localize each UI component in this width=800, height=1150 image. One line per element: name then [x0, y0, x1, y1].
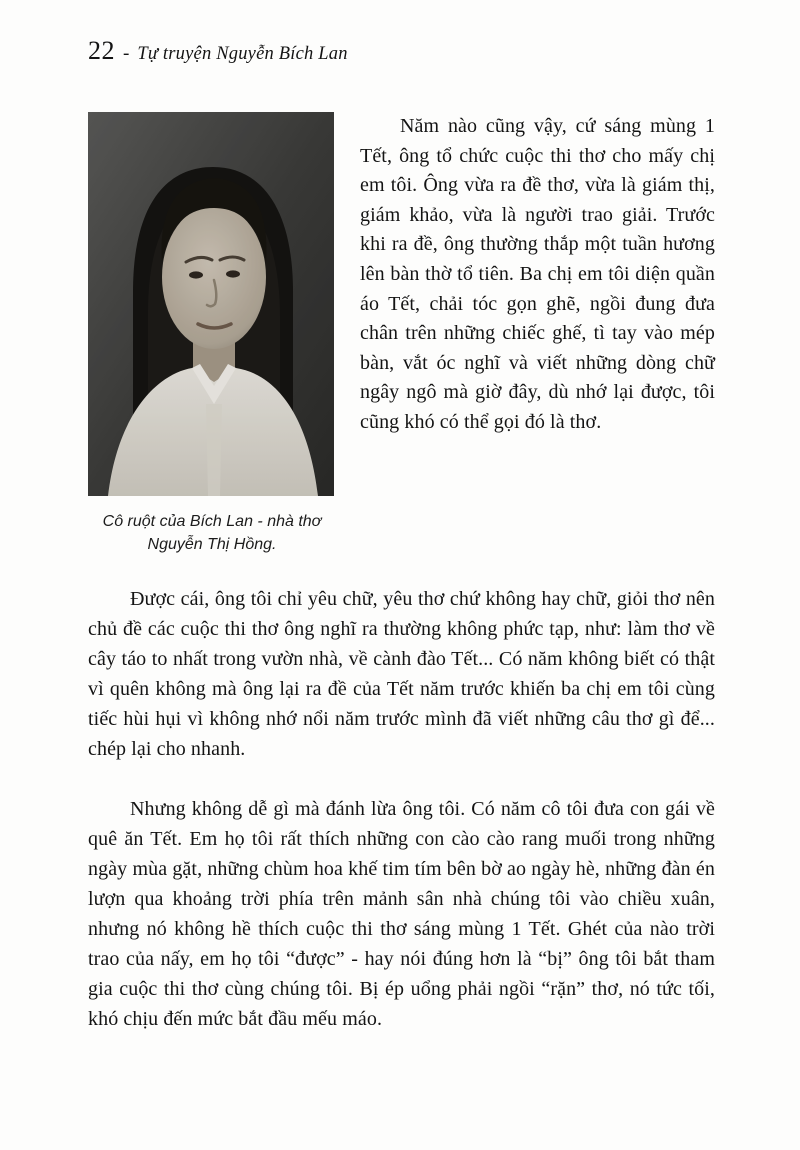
photo-column: [88, 112, 336, 556]
paragraph-1: Năm nào cũng vậy, cứ sáng mùng 1 Tết, ông tổ chức cuộc thi thơ cho mấy chị em tôi. Ông vừa ra đề thơ, vừa là giám thị, giám khảo, vừa là người trao giải. Trước khi ra đề, ông thường thắp một tuần hương lên bàn thờ tổ tiên. Ba chị em tôi diện quần áo Tết, chải tóc gọn ghẽ, ngồi đung đưa chân trên những chiếc ghế, tì tay vào mép bàn, vắt óc nghĩ và viết những dòng chữ ngây ngô mà giờ đây, dù nhớ lại được, tôi cũng khó có thể gọi đó là thơ.: [360, 115, 715, 433]
page-header: [88, 36, 715, 66]
page-number: 22: [88, 36, 115, 65]
top-section: [88, 112, 715, 556]
paragraph-3: Nhưng không dễ gì mà đánh lừa ông tôi. Có năm cô tôi đưa con gái về quê ăn Tết. Em họ tôi rất thích những con cào cào rang muối trong những ngày mùa gặt, những chùm hoa khế tim tím bên bờ ao ngày hè, những đàn én lượn qua khoảng trời phía trên mảnh sân nhà chúng tôi vào chiều xuân, nhưng nó không hề thích cuộc thi thơ sáng mùng 1 Tết. Ghét của nào trời trao của nấy, em họ tôi “được” - hay nói đúng hơn là “bị” ông tôi bắt tham gia cuộc thi thơ cùng chúng tôi. Bị ép uổng phải ngồi “rặn” thơ, nó tức tối, khó chịu đến mức bắt đầu mếu máo.: [88, 798, 715, 1031]
header-separator: -: [123, 43, 130, 64]
paragraph-2: Được cái, ông tôi chỉ yêu chữ, yêu thơ chứ không hay chữ, giỏi thơ nên chủ đề các cuộc thi thơ ông nghĩ ra thường không phức tạp, như: làm thơ về cây táo to nhất trong vườn nhà, về cành đào Tết... Có năm không biết có thật vì quên không mà ông lại ra đề của Tết năm trước khiến ba chị em tôi cùng tiếc hùi hụi vì không nhớ nổi năm trước mình đã viết những câu thơ gì để... chép lại cho nhanh.: [88, 588, 715, 761]
book-title: Tự truyện Nguyễn Bích Lan: [137, 44, 348, 64]
portrait-photo: [88, 112, 334, 496]
portrait-photo-illustration: [88, 112, 334, 496]
photo-caption: Cô ruột của Bích Lan - nhà thơ Nguyễn Thị Hồng.: [102, 513, 322, 554]
